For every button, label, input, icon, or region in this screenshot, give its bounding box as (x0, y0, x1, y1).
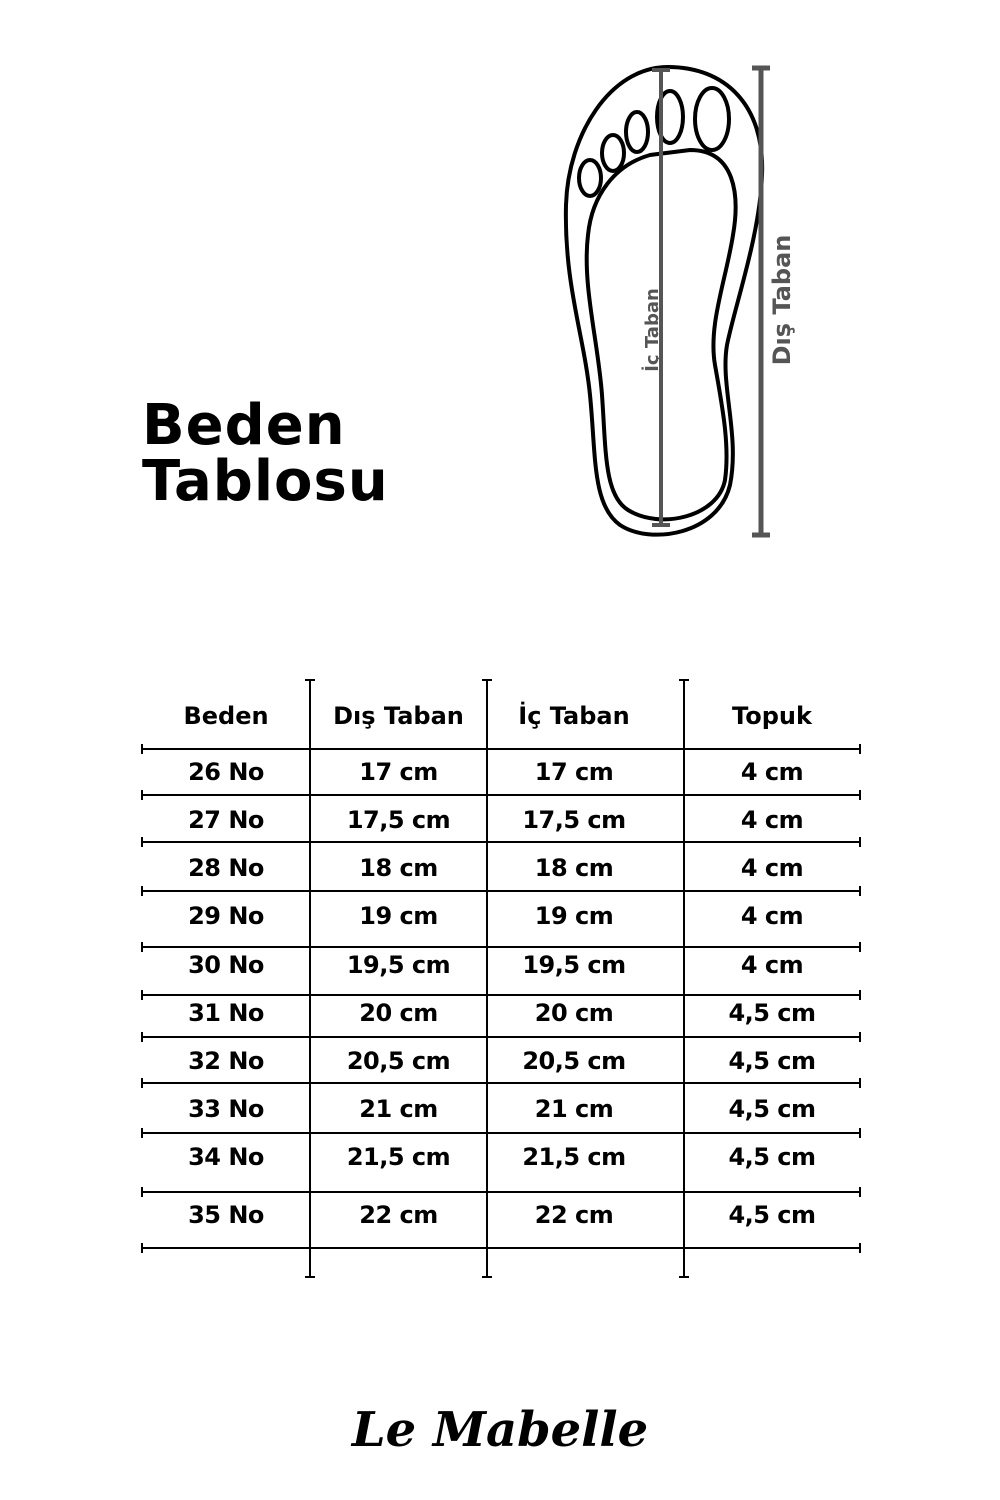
cell-size: 27 No (188, 806, 264, 834)
outer-label: Dış Taban (768, 234, 796, 366)
cell-size: 33 No (188, 1095, 264, 1123)
cell-inner-sole: 19 cm (534, 902, 614, 930)
cell-outer-sole: 17 cm (359, 758, 438, 786)
header-inner-sole: İç Taban (518, 702, 630, 730)
cell-size: 26 No (188, 758, 264, 786)
header-heel: Topuk (732, 702, 812, 730)
cell-heel: 4 cm (740, 951, 804, 979)
cell-inner-sole: 21 cm (534, 1095, 614, 1123)
cell-outer-sole: 20 cm (359, 999, 438, 1027)
cell-size: 30 No (188, 951, 264, 979)
header-outer-sole: Dış Taban (333, 702, 464, 730)
cell-inner-sole: 19,5 cm (522, 951, 626, 979)
cell-outer-sole: 17,5 cm (346, 806, 451, 834)
cell-size: 34 No (188, 1143, 264, 1171)
cell-inner-sole: 20 cm (534, 999, 614, 1027)
cell-inner-sole: 22 cm (534, 1201, 614, 1229)
cell-inner-sole: 17,5 cm (522, 806, 626, 834)
title-line-2: Tablosu (142, 449, 389, 514)
cell-outer-sole: 21 cm (359, 1095, 438, 1123)
cell-inner-sole: 21,5 cm (522, 1143, 626, 1171)
header-size: Beden (183, 702, 269, 730)
cell-heel: 4 cm (740, 854, 804, 882)
cell-heel: 4 cm (740, 806, 804, 834)
cell-outer-sole: 19,5 cm (346, 951, 451, 979)
cell-outer-sole: 21,5 cm (346, 1143, 451, 1171)
cell-outer-sole: 19 cm (359, 902, 438, 930)
cell-size: 31 No (188, 999, 264, 1027)
cell-heel: 4,5 cm (728, 1201, 816, 1229)
cell-size: 32 No (188, 1047, 264, 1075)
cell-inner-sole: 20,5 cm (522, 1047, 626, 1075)
title-line-1: Beden (142, 393, 346, 458)
cell-heel: 4 cm (740, 758, 804, 786)
cell-heel: 4,5 cm (728, 999, 816, 1027)
cell-inner-sole: 17 cm (534, 758, 614, 786)
cell-heel: 4,5 cm (728, 1143, 816, 1171)
cell-size: 28 No (188, 854, 264, 882)
cell-inner-sole: 18 cm (534, 854, 614, 882)
cell-heel: 4,5 cm (728, 1047, 816, 1075)
inner-label: İç Taban (642, 288, 663, 372)
cell-size: 35 No (188, 1201, 264, 1229)
cell-heel: 4,5 cm (728, 1095, 816, 1123)
cell-heel: 4 cm (740, 902, 804, 930)
cell-outer-sole: 22 cm (359, 1201, 438, 1229)
cell-outer-sole: 20,5 cm (346, 1047, 451, 1075)
brand-logo (300, 1390, 700, 1470)
brand-logo-text: Le Mabelle (351, 1402, 649, 1458)
cell-outer-sole: 18 cm (359, 854, 438, 882)
cell-size: 29 No (188, 902, 264, 930)
